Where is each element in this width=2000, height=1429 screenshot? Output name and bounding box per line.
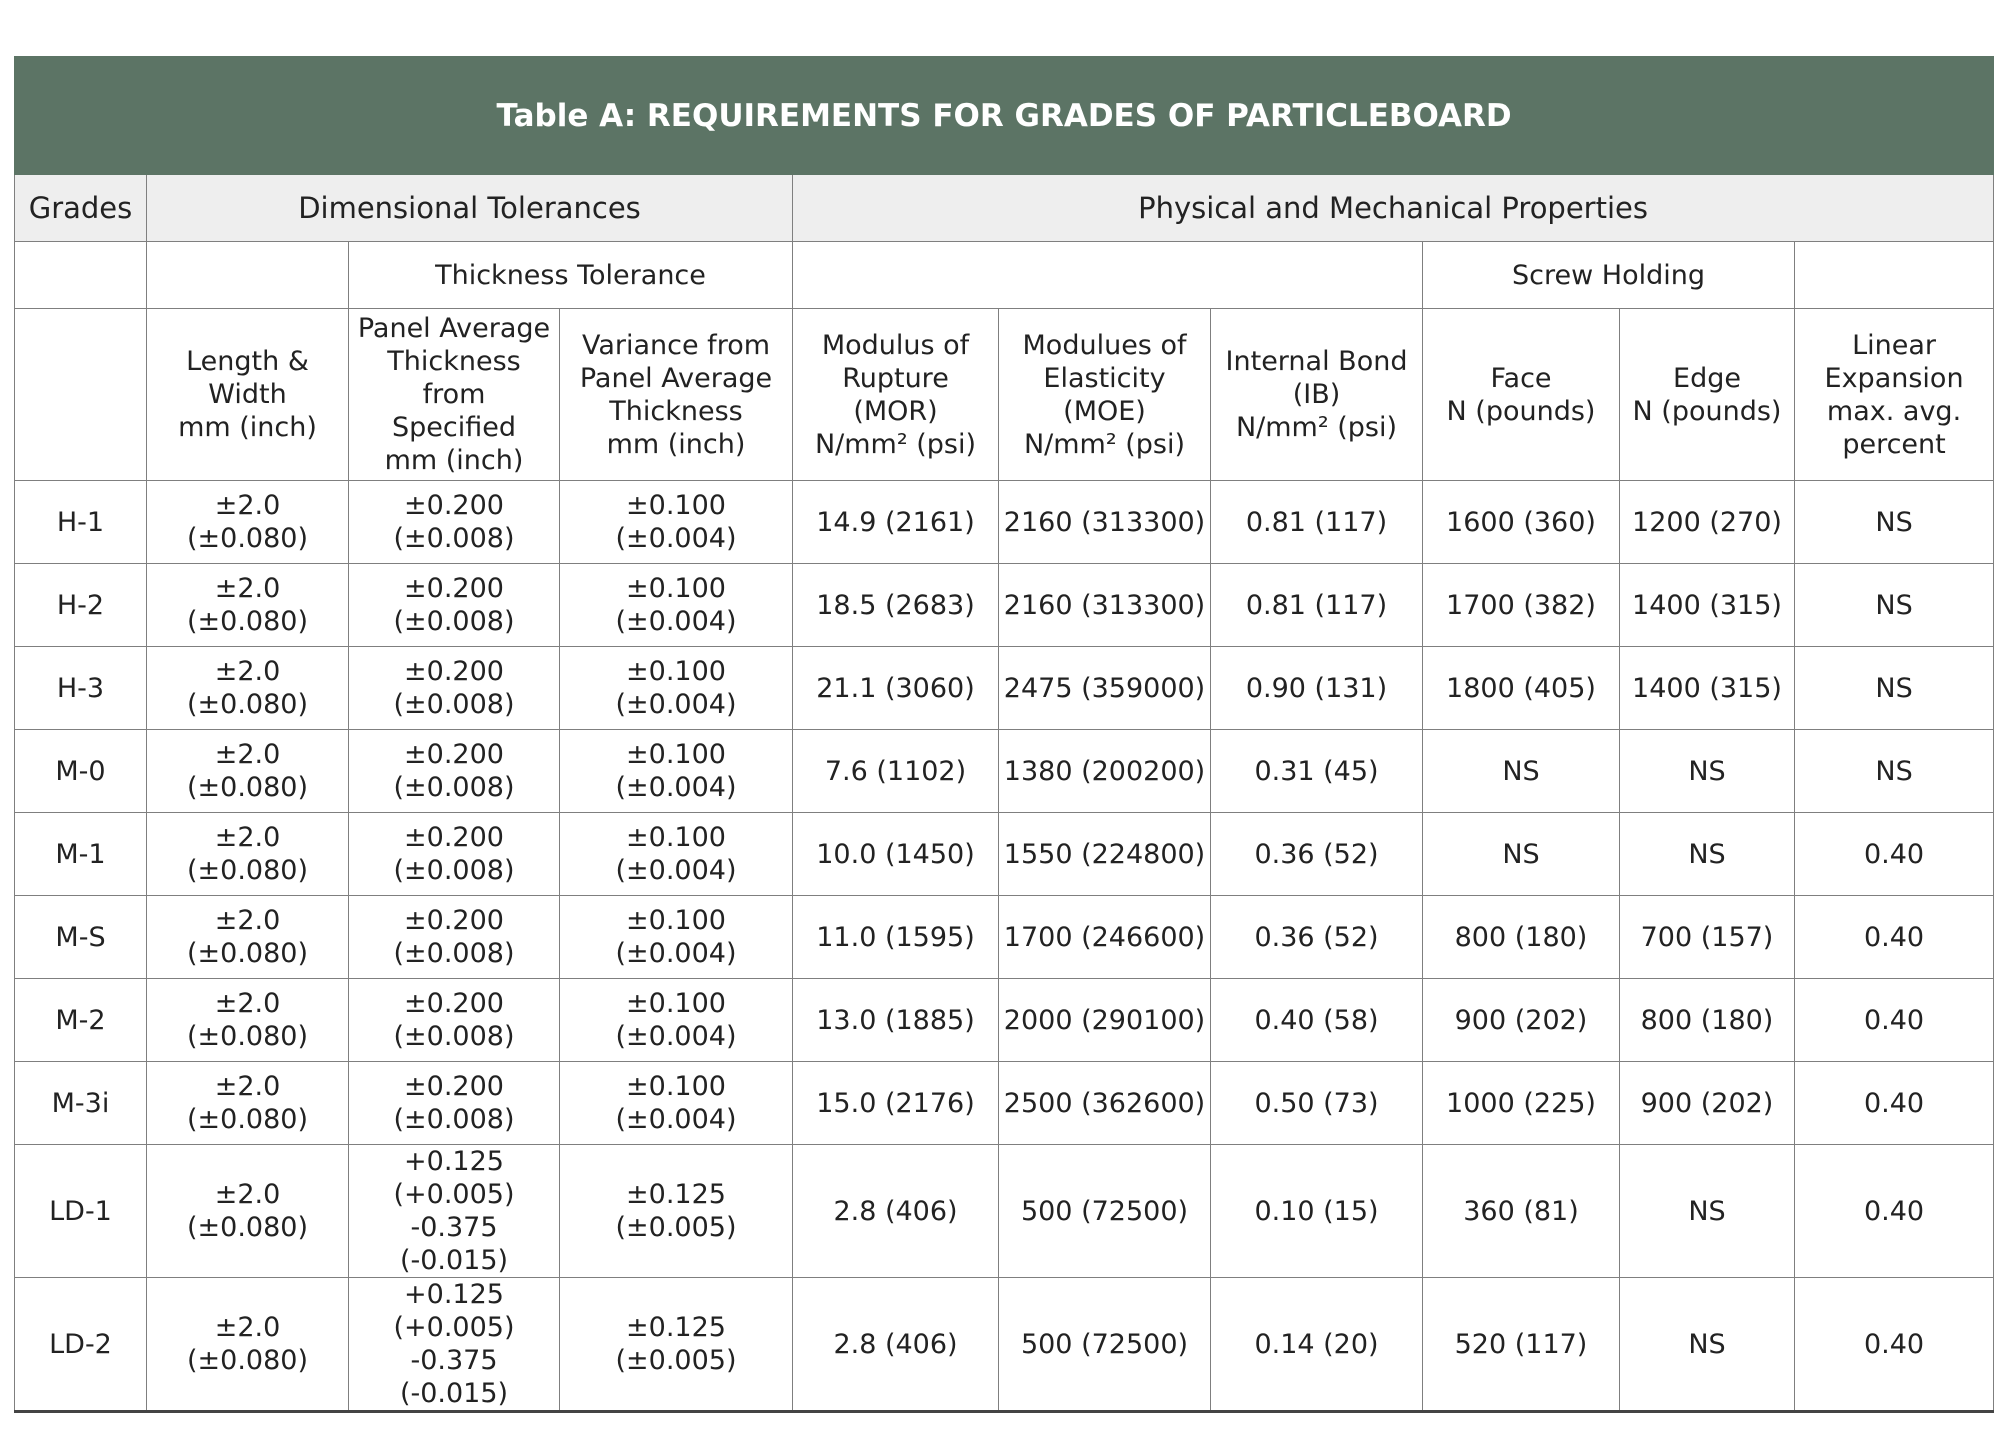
cell-edge: NS (1620, 1145, 1795, 1278)
cell-face: 1000 (225) (1423, 1062, 1620, 1145)
cell-linear-expansion: 0.40 (1795, 813, 1994, 896)
cell-mor: 18.5 (2683) (793, 564, 999, 647)
cell-linear-expansion: NS (1795, 564, 1994, 647)
column-header-variance: Variance from Panel Average Thickness mm (inch) (560, 309, 793, 481)
cell-panel-average: ±0.200 (±0.008) (349, 730, 560, 813)
cell-panel-average: ±0.200 (±0.008) (349, 647, 560, 730)
cell-face: 800 (180) (1423, 896, 1620, 979)
cell-edge: 1400 (315) (1620, 647, 1795, 730)
cell-linear-expansion: 0.40 (1795, 1062, 1994, 1145)
cell-edge: 900 (202) (1620, 1062, 1795, 1145)
cell-length-width: ±2.0 (±0.080) (147, 564, 349, 647)
column-header-length-width: Length & Width mm (inch) (147, 309, 349, 481)
cell-internal-bond: 0.50 (73) (1211, 1062, 1423, 1145)
cell-moe: 2000 (290100) (999, 979, 1211, 1062)
cell-face: 360 (81) (1423, 1145, 1620, 1278)
cell-variance: ±0.100 (±0.004) (560, 481, 793, 564)
cell-edge: NS (1620, 730, 1795, 813)
cell-length-width: ±2.0 (±0.080) (147, 813, 349, 896)
cell-internal-bond: 0.10 (15) (1211, 1145, 1423, 1278)
cell-variance: ±0.100 (±0.004) (560, 979, 793, 1062)
cell-mor: 10.0 (1450) (793, 813, 999, 896)
cell-grade: LD-1 (15, 1145, 147, 1278)
cell-variance: ±0.100 (±0.004) (560, 813, 793, 896)
cell-edge: NS (1620, 813, 1795, 896)
cell-length-width: ±2.0 (±0.080) (147, 896, 349, 979)
cell-mor: 15.0 (2176) (793, 1062, 999, 1145)
cell-length-width: ±2.0 (±0.080) (147, 730, 349, 813)
cell-edge: 1200 (270) (1620, 481, 1795, 564)
cell-face: 900 (202) (1423, 979, 1620, 1062)
cell-moe: 500 (72500) (999, 1278, 1211, 1412)
cell-mor: 14.9 (2161) (793, 481, 999, 564)
cell-mor: 2.8 (406) (793, 1278, 999, 1412)
column-header-blank (15, 309, 147, 481)
cell-grade: LD-2 (15, 1278, 147, 1412)
cell-moe: 1700 (246600) (999, 896, 1211, 979)
header-blank-physical (793, 242, 1423, 309)
cell-linear-expansion: NS (1795, 730, 1994, 813)
cell-variance: ±0.100 (±0.004) (560, 730, 793, 813)
cell-variance: ±0.100 (±0.004) (560, 1062, 793, 1145)
cell-length-width: ±2.0 (±0.080) (147, 1145, 349, 1278)
cell-grade: M-S (15, 896, 147, 979)
cell-grade: M-3i (15, 1062, 147, 1145)
column-header-edge: Edge N (pounds) (1620, 309, 1795, 481)
cell-moe: 2160 (313300) (999, 564, 1211, 647)
requirements-table (14, 56, 1994, 1413)
cell-moe: 500 (72500) (999, 1145, 1211, 1278)
cell-face: 1700 (382) (1423, 564, 1620, 647)
cell-length-width: ±2.0 (±0.080) (147, 1062, 349, 1145)
cell-linear-expansion: 0.40 (1795, 896, 1994, 979)
header-screw-holding: Screw Holding (1423, 242, 1795, 309)
cell-edge: 800 (180) (1620, 979, 1795, 1062)
cell-mor: 7.6 (1102) (793, 730, 999, 813)
cell-mor: 21.1 (3060) (793, 647, 999, 730)
cell-moe: 2500 (362600) (999, 1062, 1211, 1145)
column-header-internal-bond: Internal Bond (IB) N/mm² (psi) (1211, 309, 1423, 481)
cell-grade: H-3 (15, 647, 147, 730)
cell-length-width: ±2.0 (±0.080) (147, 1278, 349, 1412)
cell-length-width: ±2.0 (±0.080) (147, 979, 349, 1062)
cell-mor: 11.0 (1595) (793, 896, 999, 979)
cell-linear-expansion: 0.40 (1795, 1145, 1994, 1278)
cell-grade: M-2 (15, 979, 147, 1062)
cell-moe: 2475 (359000) (999, 647, 1211, 730)
cell-mor: 2.8 (406) (793, 1145, 999, 1278)
cell-panel-average: ±0.200 (±0.008) (349, 979, 560, 1062)
cell-moe: 2160 (313300) (999, 481, 1211, 564)
header-dimensional-tolerances: Dimensional Tolerances (147, 175, 793, 242)
cell-internal-bond: 0.90 (131) (1211, 647, 1423, 730)
cell-variance: ±0.100 (±0.004) (560, 564, 793, 647)
cell-face: NS (1423, 813, 1620, 896)
cell-length-width: ±2.0 (±0.080) (147, 647, 349, 730)
cell-internal-bond: 0.36 (52) (1211, 896, 1423, 979)
column-header-panel-average: Panel Average Thickness from Specified mm (inch) (349, 309, 560, 481)
cell-variance: ±0.100 (±0.004) (560, 896, 793, 979)
cell-panel-average: +0.125 (+0.005) -0.375 (-0.015) (349, 1278, 560, 1412)
cell-mor: 13.0 (1885) (793, 979, 999, 1062)
cell-edge: NS (1620, 1278, 1795, 1412)
cell-grade: H-2 (15, 564, 147, 647)
cell-panel-average: ±0.200 (±0.008) (349, 481, 560, 564)
column-header-face: Face N (pounds) (1423, 309, 1620, 481)
cell-length-width: ±2.0 (±0.080) (147, 481, 349, 564)
cell-grade: H-1 (15, 481, 147, 564)
cell-grade: M-1 (15, 813, 147, 896)
column-header-mor: Modulus of Rupture (MOR) N/mm² (psi) (793, 309, 999, 481)
cell-grade: M-0 (15, 730, 147, 813)
cell-moe: 1550 (224800) (999, 813, 1211, 896)
cell-internal-bond: 0.31 (45) (1211, 730, 1423, 813)
cell-linear-expansion: 0.40 (1795, 1278, 1994, 1412)
cell-linear-expansion: 0.40 (1795, 979, 1994, 1062)
cell-panel-average: ±0.200 (±0.008) (349, 813, 560, 896)
cell-internal-bond: 0.40 (58) (1211, 979, 1423, 1062)
cell-face: 1600 (360) (1423, 481, 1620, 564)
header-blank-linear (1795, 242, 1994, 309)
cell-face: NS (1423, 730, 1620, 813)
header-thickness-tolerance: Thickness Tolerance (349, 242, 793, 309)
cell-edge: 700 (157) (1620, 896, 1795, 979)
cell-linear-expansion: NS (1795, 647, 1994, 730)
cell-internal-bond: 0.36 (52) (1211, 813, 1423, 896)
cell-variance: ±0.100 (±0.004) (560, 647, 793, 730)
cell-panel-average: ±0.200 (±0.008) (349, 896, 560, 979)
cell-variance: ±0.125 (±0.005) (560, 1145, 793, 1278)
cell-face: 520 (117) (1423, 1278, 1620, 1412)
cell-moe: 1380 (200200) (999, 730, 1211, 813)
table-title: Table A: REQUIREMENTS FOR GRADES OF PARTICLEBOARD (15, 57, 1994, 175)
header-blank-length (147, 242, 349, 309)
column-header-moe: Modulues of Elasticity (MOE) N/mm² (psi) (999, 309, 1211, 481)
cell-variance: ±0.125 (±0.005) (560, 1278, 793, 1412)
cell-panel-average: ±0.200 (±0.008) (349, 1062, 560, 1145)
cell-face: 1800 (405) (1423, 647, 1620, 730)
cell-edge: 1400 (315) (1620, 564, 1795, 647)
cell-panel-average: +0.125 (+0.005) -0.375 (-0.015) (349, 1145, 560, 1278)
header-grades: Grades (15, 175, 147, 242)
cell-internal-bond: 0.14 (20) (1211, 1278, 1423, 1412)
column-header-linear-expansion: Linear Expansion max. avg. percent (1795, 309, 1994, 481)
cell-internal-bond: 0.81 (117) (1211, 564, 1423, 647)
cell-panel-average: ±0.200 (±0.008) (349, 564, 560, 647)
cell-linear-expansion: NS (1795, 481, 1994, 564)
header-blank-grades (15, 242, 147, 309)
header-physical-mechanical: Physical and Mechanical Properties (793, 175, 1994, 242)
particleboard-table-container (14, 56, 1993, 1413)
cell-internal-bond: 0.81 (117) (1211, 481, 1423, 564)
